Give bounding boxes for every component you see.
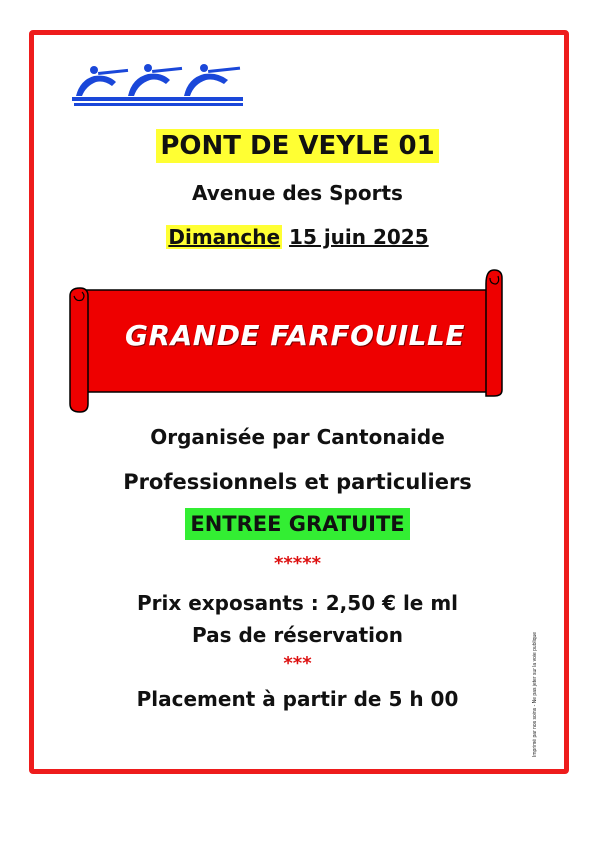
street-address: Avenue des Sports xyxy=(192,181,403,205)
reservation-text: Pas de réservation xyxy=(191,623,403,647)
organizer-text: Organisée par Cantonaide xyxy=(150,425,445,449)
placement-text: Placement à partir de 5 h 00 xyxy=(136,687,459,711)
separator-stars-small: *** xyxy=(283,653,312,674)
event-date-value: 15 juin 2025 xyxy=(289,225,429,249)
event-date xyxy=(0,224,595,250)
audience-text: Professionnels et particuliers xyxy=(123,470,472,494)
event-day: Dimanche xyxy=(168,225,281,249)
entry-heading xyxy=(0,508,595,540)
banner-title: GRANDE FARFOUILLE xyxy=(125,319,465,352)
town-text: PONT DE VEYLE 01 xyxy=(156,129,438,163)
print-footnote: Imprimé par nos soins - Ne pas jeter sur la voie publique xyxy=(532,631,538,757)
price-text: Prix exposants : 2,50 € le ml xyxy=(136,591,459,615)
town-heading xyxy=(0,129,595,163)
separator-stars: ***** xyxy=(273,553,322,574)
rowers-logo-icon xyxy=(70,60,245,108)
entry-text: ENTREE GRATUITE xyxy=(185,508,409,540)
